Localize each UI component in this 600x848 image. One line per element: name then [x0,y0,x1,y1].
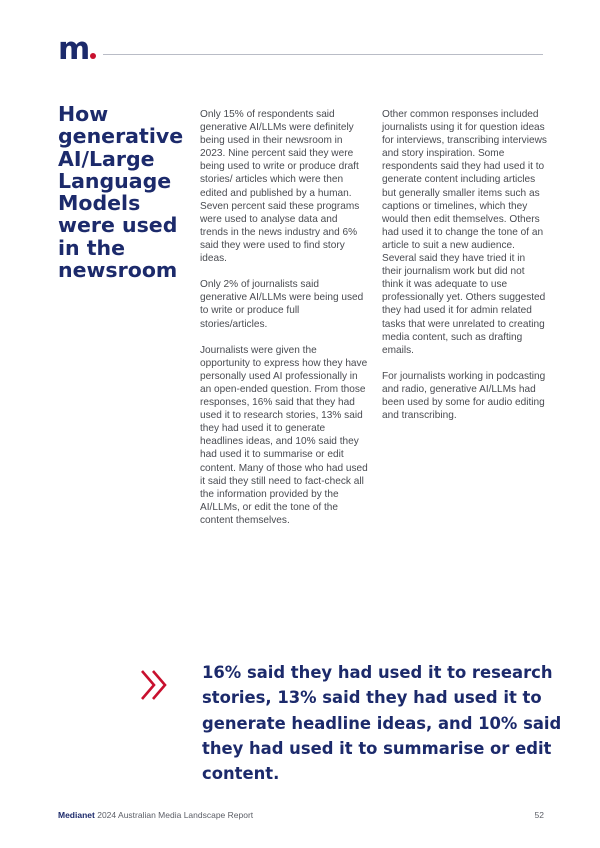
footer-report: 2024 Australian Media Landscape Report [97,810,254,820]
section-heading: How generative AI/Large Language Models were used in the newsroom [58,102,184,283]
logo-dot [90,53,96,59]
logo-text: m [58,31,90,67]
footer-brand: Medianet [58,810,95,820]
paragraph: Journalists were given the opportunity to express how they have personally used AI professionally in an open-ended question. From those responses, 16% said that they had used it to research stories, 13% said they had used it to generate headlines ideas, and 10% said they had used it to summarise or edit content. Many of those who had used it said they still need to fact-check all the information provided by the AI/LLMs, or edit the tone of the content themselves. [200,344,368,526]
footer-title [58,810,253,820]
paragraph: Only 2% of journalists said generative AI/LLMs were being used to write or produce full stories/articles. [200,279,364,330]
paragraph: For journalists working in podcasting and radio, generative AI/LLMs had been used by some for audio editing and transcribing. [382,370,546,422]
body-column-1 [200,108,368,540]
paragraph: Other common responses included journalists using it for question ideas for interviews, transcribing interviews and story inspiration. Some respondents said they had used it to generate content including articles but generally smaller items such as captions or timelines, which they would then edit themselves. Others had used it to change the tone of an article to suit a new audience. Several said they have tried it in their journalism work but did not think it was adequate to use professionally yet. Others suggested they had used it for admin related tasks that were unrelated to creating media content, such as drafting emails. [382,109,547,356]
page-number: 52 [534,810,544,820]
body-column-2 [382,108,547,435]
page-footer [58,810,544,820]
header-divider [103,54,543,55]
medianet-logo [58,31,96,67]
paragraph: Only 15% of respondents said generative AI/LLMs were definitely being used in their newsroom in 2023. Nine percent said they were being used to write or produce draft stories/ articles which were then edited and published by a human. Seven percent said these programs were used to analyse data and trends in the news industry and 6% said they were used to find story ideas. [200,109,360,265]
double-chevron-right-icon [140,668,170,702]
pull-quote: 16% said they had used it to research stories, 13% said they had used it to generate headline ideas, and 10% said they had used it to summarise or edit content. [202,663,562,784]
